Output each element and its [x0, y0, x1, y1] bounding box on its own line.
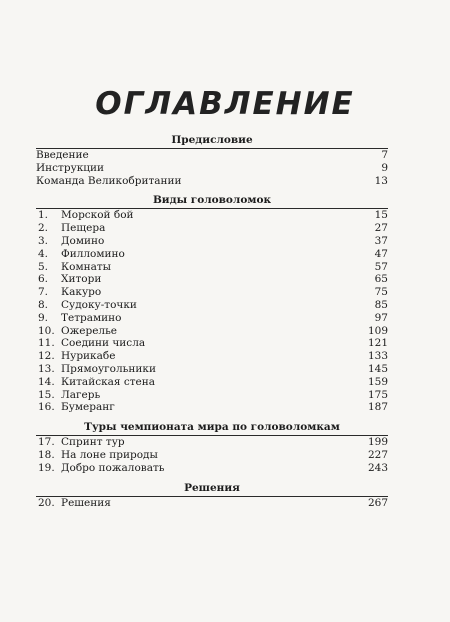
- section-heading: Решения: [184, 481, 240, 494]
- toc-entry-page: 27: [374, 222, 388, 235]
- toc-entry[interactable]: [36, 235, 388, 248]
- toc-entry-title: [36, 299, 137, 312]
- toc-entry-page: 9: [381, 161, 388, 174]
- toc-entry-title: [36, 235, 104, 248]
- toc-entry-page: 187: [367, 401, 388, 414]
- toc-entry-label: Команда Великобритании: [36, 174, 182, 187]
- toc-entry-label: Филломино: [61, 247, 125, 260]
- toc-entry-page: 97: [374, 311, 388, 324]
- toc-entry-label: На лоне природы: [61, 448, 158, 461]
- toc-entry-label: Хитори: [61, 273, 102, 286]
- toc-entry-number: 15.: [38, 388, 55, 401]
- toc-entry-title: [36, 449, 158, 462]
- toc-entry-page: 13: [374, 174, 388, 187]
- toc-entry-page: 37: [374, 234, 388, 247]
- toc-entry-label: Китайская стена: [61, 375, 156, 388]
- toc-entry-label: Какуро: [61, 286, 102, 299]
- toc-entry-label: Лагерь: [61, 388, 101, 401]
- toc-entry-label: Тетрамино: [61, 311, 122, 324]
- toc-entry[interactable]: [36, 261, 388, 274]
- toc-entry-page: 159: [367, 375, 388, 388]
- toc-entry-label: Морской бой: [61, 209, 134, 222]
- toc-entry-label: Соедини числа: [61, 337, 146, 350]
- toc-entry-title: [36, 350, 115, 363]
- toc-entry-title: [36, 209, 134, 222]
- toc-entry[interactable]: [36, 286, 388, 299]
- toc-entry-title: [36, 312, 122, 325]
- toc-entry-label: Добро пожаловать: [61, 461, 165, 474]
- toc-entry[interactable]: [36, 376, 388, 389]
- toc-entry-page: 175: [367, 388, 388, 401]
- section-item-list: [36, 148, 388, 187]
- toc-entry-label: Бумеранг: [61, 401, 115, 414]
- toc-entry-page: 199: [367, 436, 388, 449]
- toc-entry-page: 133: [367, 350, 388, 363]
- toc-entry-title: [36, 273, 101, 286]
- section-item-list: [36, 208, 388, 414]
- toc-entry[interactable]: [36, 149, 388, 162]
- toc-entry-title: [36, 436, 125, 449]
- toc-entry-number: 17.: [38, 436, 55, 449]
- toc-entry[interactable]: [36, 497, 388, 510]
- toc-entry[interactable]: [36, 401, 388, 414]
- toc-entry-page: 57: [374, 260, 388, 273]
- section-heading: Виды головоломок: [152, 194, 272, 207]
- toc-entry-page: 65: [374, 273, 388, 286]
- toc-entry-label: Судоку-точки: [61, 298, 137, 311]
- toc-entry[interactable]: [36, 389, 388, 402]
- toc-entry[interactable]: [36, 162, 388, 175]
- section-heading: Туры чемпионата мира по головоломкам: [84, 421, 340, 434]
- toc-entry-page: 47: [374, 247, 388, 260]
- toc-entry[interactable]: [36, 209, 388, 222]
- toc-entry-number: 16.: [38, 401, 55, 414]
- toc-entry-label: Решения: [61, 496, 111, 509]
- toc-entry-label: Нурикабе: [61, 350, 116, 363]
- toc-entry[interactable]: [36, 312, 388, 325]
- section-item-list: [36, 435, 388, 474]
- toc-entry-title: [36, 175, 182, 188]
- toc-entry-page: 15: [374, 209, 388, 222]
- toc-entry-page: 227: [367, 448, 388, 461]
- toc-entry-number: 4.: [38, 247, 49, 260]
- toc-entry-number: 12.: [38, 350, 55, 363]
- toc-entry-title: [36, 325, 117, 338]
- toc-entry-label: Спринт тур: [61, 436, 125, 449]
- toc-entry-title: [36, 149, 89, 162]
- toc-entry[interactable]: [36, 273, 388, 286]
- toc-entry[interactable]: [36, 363, 388, 376]
- toc-entry-label: Инструкции: [36, 161, 105, 174]
- toc-entry-label: Ожерелье: [61, 324, 118, 337]
- toc-entry-title: [36, 222, 105, 235]
- toc-entry-title: [36, 389, 100, 402]
- toc-entry-number: 2.: [38, 222, 49, 235]
- toc-entry-title: [36, 401, 115, 414]
- toc-entry[interactable]: [36, 449, 388, 462]
- toc-entry-number: 14.: [38, 375, 55, 388]
- page-title: ОГЛАВЛЕНИЕ: [95, 86, 355, 122]
- toc-entry[interactable]: [36, 350, 388, 363]
- toc-entry-title: [36, 497, 111, 510]
- toc-entry-number: 13.: [38, 362, 55, 375]
- toc-entry-title: [36, 376, 155, 389]
- section-heading: Предисловие: [171, 134, 253, 146]
- toc-entry-title: [36, 261, 111, 274]
- toc-entry-number: 7.: [38, 286, 49, 299]
- toc-entry[interactable]: [36, 222, 388, 235]
- toc-entry-title: [36, 462, 165, 475]
- toc-entry-number: 11.: [38, 337, 55, 350]
- toc-entry-number: 1.: [38, 209, 49, 222]
- toc-entry-page: 7: [381, 149, 388, 161]
- toc-entry-number: 3.: [38, 234, 49, 247]
- toc-entry-label: Комнаты: [61, 260, 112, 273]
- toc-entry-number: 20.: [38, 496, 55, 509]
- toc-entry-title: [36, 363, 156, 376]
- toc-entry-page: 145: [367, 362, 388, 375]
- section-item-list: [36, 496, 388, 510]
- toc-entry-number: 9.: [38, 311, 49, 324]
- toc-entry-page: 267: [367, 496, 388, 509]
- toc-entry-page: 85: [374, 298, 388, 311]
- toc-entry-number: 5.: [38, 260, 49, 273]
- toc-entry-number: 8.: [38, 298, 49, 311]
- toc-entry-page: 109: [367, 324, 388, 337]
- toc-entry-page: 243: [367, 461, 388, 474]
- toc-entry-number: 18.: [38, 448, 55, 461]
- toc-entry-title: [36, 337, 145, 350]
- toc-entry[interactable]: [36, 436, 388, 449]
- table-of-contents: [36, 133, 388, 515]
- toc-entry-number: 6.: [38, 273, 49, 286]
- toc-entry-page: 121: [367, 337, 388, 350]
- toc-entry[interactable]: [36, 299, 388, 312]
- toc-entry-number: 10.: [38, 324, 55, 337]
- toc-entry-label: Пещера: [61, 222, 106, 235]
- toc-entry-title: [36, 162, 104, 175]
- toc-entry-label: Домино: [61, 234, 105, 247]
- toc-entry[interactable]: [36, 337, 388, 350]
- toc-entry-page: 75: [374, 286, 388, 299]
- toc-entry[interactable]: [36, 462, 388, 475]
- toc-entry-title: [36, 286, 101, 299]
- toc-entry-title: [36, 248, 125, 261]
- toc-entry-label: Прямоугольники: [61, 362, 156, 375]
- toc-entry-number: 19.: [38, 461, 55, 474]
- toc-entry[interactable]: [36, 175, 388, 188]
- toc-entry[interactable]: [36, 248, 388, 261]
- toc-entry[interactable]: [36, 325, 388, 338]
- toc-entry-label: Введение: [36, 149, 89, 161]
